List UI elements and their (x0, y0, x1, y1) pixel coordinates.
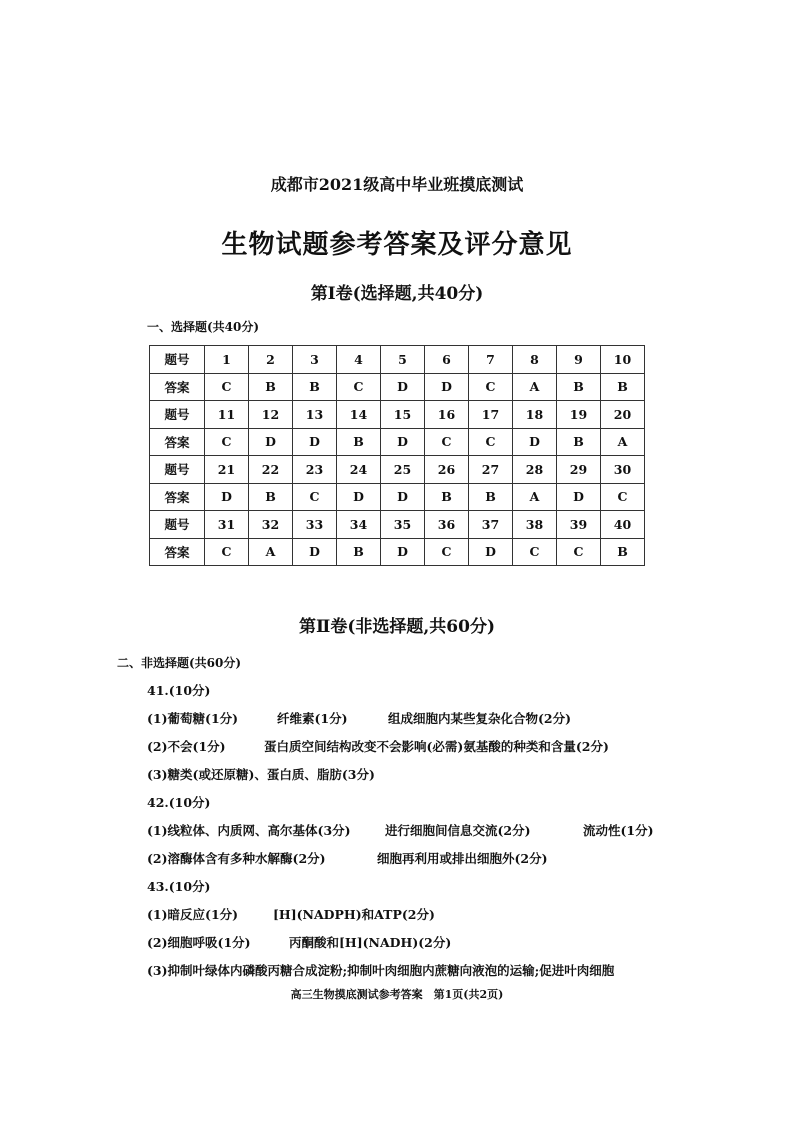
row-label: 题号 (150, 401, 205, 429)
answer-cell: C (205, 428, 249, 456)
answer-cell: C (601, 483, 645, 511)
question-number-cell: 19 (557, 401, 601, 429)
answer-text: (3)糖类(或还原糖)、蛋白质、脂肪(3分) (147, 767, 375, 782)
answer-cell: D (205, 483, 249, 511)
answer-cell: A (513, 373, 557, 401)
question-number-cell: 21 (205, 456, 249, 484)
question-number-cell: 34 (337, 511, 381, 539)
answer-table (149, 345, 645, 566)
question-number-cell: 31 (205, 511, 249, 539)
answer-cell: D (293, 538, 337, 566)
question-number-cell: 39 (557, 511, 601, 539)
answer-cell: D (381, 483, 425, 511)
answer-cell: D (557, 483, 601, 511)
answer-text: 组成细胞内某些复杂化合物(2分) (388, 711, 572, 726)
answer-text: [H](NADPH)和ATP(2分) (273, 907, 435, 922)
answer-cell: C (337, 373, 381, 401)
answer-text: (1)暗反应(1分) (147, 907, 239, 922)
question-number-cell: 35 (381, 511, 425, 539)
answer-cell: B (425, 483, 469, 511)
question-number-cell: 38 (513, 511, 557, 539)
row-label: 题号 (150, 346, 205, 374)
question-number-cell: 23 (293, 456, 337, 484)
answer-cell: C (205, 373, 249, 401)
table-row (150, 456, 645, 484)
answer-cell: B (601, 538, 645, 566)
question-number-cell: 40 (601, 511, 645, 539)
question-number-cell: 22 (249, 456, 293, 484)
answer-cell: D (293, 428, 337, 456)
answer-text: 进行细胞间信息交流(2分) (385, 823, 531, 838)
answer-cell: D (425, 373, 469, 401)
question-number-cell: 6 (425, 346, 469, 374)
row-label: 答案 (150, 373, 205, 401)
table-row (150, 373, 645, 401)
answer-cell: D (381, 428, 425, 456)
question-number-cell: 33 (293, 511, 337, 539)
page-footer: 高三生物摸底测试参考答案 第1页(共2页) (290, 988, 504, 1001)
question-number-cell: 37 (469, 511, 513, 539)
exam-title: 成都市2021级高中毕业班摸底测试 (270, 175, 524, 194)
question-number-cell: 24 (337, 456, 381, 484)
answer-cell: C (205, 538, 249, 566)
answer-cell: D (513, 428, 557, 456)
answer-cell: D (469, 538, 513, 566)
question-number-cell: 32 (249, 511, 293, 539)
question-number-cell: 12 (249, 401, 293, 429)
table-row (150, 538, 645, 566)
question-number-cell: 29 (557, 456, 601, 484)
part2-heading: 第Ⅱ卷(非选择题,共60分) (299, 617, 495, 637)
answer-cell: D (249, 428, 293, 456)
question-number-cell: 10 (601, 346, 645, 374)
question-number-cell: 27 (469, 456, 513, 484)
answer-cell: B (337, 538, 381, 566)
answer-cell: A (249, 538, 293, 566)
question-number-cell: 36 (425, 511, 469, 539)
answer-cell: B (249, 373, 293, 401)
answer-cell: A (513, 483, 557, 511)
answer-cell: B (557, 373, 601, 401)
question-number-cell: 9 (557, 346, 601, 374)
question-number-cell: 16 (425, 401, 469, 429)
answer-cell: B (249, 483, 293, 511)
part1-heading: 第Ⅰ卷(选择题,共40分) (310, 284, 484, 304)
row-label: 题号 (150, 511, 205, 539)
answer-text: (1)葡萄糖(1分) (147, 711, 239, 726)
answer-text: (1)线粒体、内质网、高尔基体(3分) (147, 823, 351, 838)
section1-heading: 一、选择题(共40分) (147, 320, 260, 334)
answer-text: 纤维素(1分) (277, 711, 348, 726)
answer-text: 丙酮酸和[H](NADH)(2分) (289, 935, 452, 950)
answer-cell: D (381, 373, 425, 401)
table-row (150, 483, 645, 511)
answer-cell: B (557, 428, 601, 456)
question-number-cell: 14 (337, 401, 381, 429)
answer-cell: B (469, 483, 513, 511)
question-number-cell: 1 (205, 346, 249, 374)
question-number-cell: 20 (601, 401, 645, 429)
question-number-cell: 11 (205, 401, 249, 429)
answer-cell: C (513, 538, 557, 566)
question-number-cell: 25 (381, 456, 425, 484)
question-number-cell: 4 (337, 346, 381, 374)
table-row (150, 428, 645, 456)
answer-text: 蛋白质空间结构改变不会影响(必需)氨基酸的种类和含量(2分) (264, 739, 609, 754)
table-row (150, 346, 645, 374)
answer-text: (2)细胞呼吸(1分) (147, 935, 251, 950)
question-number-cell: 7 (469, 346, 513, 374)
answer-text: 流动性(1分) (583, 823, 654, 838)
answer-cell: C (469, 428, 513, 456)
answer-cell: C (293, 483, 337, 511)
answer-cell: B (337, 428, 381, 456)
question-number-cell: 30 (601, 456, 645, 484)
question-number-cell: 13 (293, 401, 337, 429)
answer-text: 42.(10分) (147, 795, 211, 810)
document-title: 生物试题参考答案及评分意见 (221, 230, 573, 260)
row-label: 答案 (150, 483, 205, 511)
answer-text: (3)抑制叶绿体内磷酸丙糖合成淀粉;抑制叶肉细胞内蔗糖向液泡的运输;促进叶肉细胞 (147, 963, 615, 978)
answer-cell: C (469, 373, 513, 401)
answer-text: 43.(10分) (147, 879, 211, 894)
answer-text: (2)溶酶体含有多种水解酶(2分) (147, 851, 326, 866)
question-number-cell: 2 (249, 346, 293, 374)
question-number-cell: 3 (293, 346, 337, 374)
question-number-cell: 18 (513, 401, 557, 429)
question-number-cell: 17 (469, 401, 513, 429)
answer-cell: C (425, 428, 469, 456)
answer-cell: B (293, 373, 337, 401)
answer-cell: C (557, 538, 601, 566)
section2-heading: 二、非选择题(共60分) (117, 656, 242, 670)
question-number-cell: 15 (381, 401, 425, 429)
answer-text: 41.(10分) (147, 683, 211, 698)
answer-text: 细胞再利用或排出细胞外(2分) (377, 851, 548, 866)
row-label: 答案 (150, 428, 205, 456)
question-number-cell: 28 (513, 456, 557, 484)
question-number-cell: 8 (513, 346, 557, 374)
row-label: 题号 (150, 456, 205, 484)
question-number-cell: 26 (425, 456, 469, 484)
answer-cell: B (601, 373, 645, 401)
answer-cell: A (601, 428, 645, 456)
answer-text: (2)不会(1分) (147, 739, 226, 754)
table-row (150, 401, 645, 429)
answer-cell: D (337, 483, 381, 511)
row-label: 答案 (150, 538, 205, 566)
table-row (150, 511, 645, 539)
answer-cell: D (381, 538, 425, 566)
question-number-cell: 5 (381, 346, 425, 374)
answer-cell: C (425, 538, 469, 566)
